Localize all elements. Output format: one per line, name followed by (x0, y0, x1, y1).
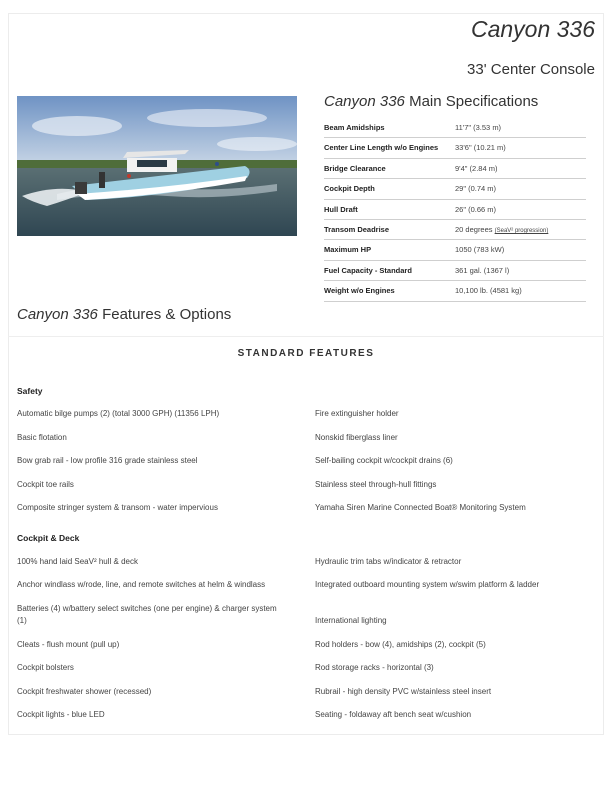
spec-label: Bridge Clearance (324, 163, 386, 173)
feature-item: Self-bailing cockpit w/cockpit drains (6) (315, 456, 453, 465)
feature-item: Cockpit freshwater shower (recessed) (17, 687, 152, 696)
spec-value: 29" (0.74 m) (455, 184, 497, 194)
spec-value: 361 gal. (1367 l) (455, 265, 510, 275)
spec-value: 9'4" (2.84 m) (455, 163, 498, 173)
feature-item: International lighting (315, 616, 387, 625)
feature-item: Hydraulic trim tabs w/indicator & retractor (315, 557, 462, 566)
feature-item: Stainless steel through-hull fittings (315, 480, 437, 489)
spec-row (324, 240, 586, 260)
features-heading-suffix: Features & Options (97, 306, 232, 323)
feature-item: Rubrail - high density PVC w/stainless steel insert (315, 687, 492, 696)
spec-row (324, 159, 586, 179)
section-title-cockpit-deck: Cockpit & Deck (17, 533, 80, 543)
specs-heading (324, 93, 538, 110)
feature-item: Anchor windlass w/rode, line, and remote switches at helm & windlass (17, 580, 266, 589)
spec-value-text: 20 degrees (455, 224, 495, 234)
spec-label: Weight w/o Engines (324, 286, 395, 296)
feature-item: Cleats - flush mount (pull up) (17, 640, 120, 649)
spec-value: 1050 (783 kW) (455, 245, 505, 255)
spec-label: Maximum HP (324, 245, 372, 255)
model-subtitle: 33' Center Console (467, 61, 595, 78)
feature-item: Seating - foldaway aft bench seat w/cushion (315, 710, 472, 719)
boat-photo (17, 96, 297, 236)
section-title-safety: Safety (17, 386, 43, 396)
model-title: Canyon 336 (470, 16, 595, 42)
spec-value: 10,100 lb. (4581 kg) (455, 286, 522, 296)
spec-label: Transom Deadrise (324, 224, 390, 234)
spec-value: 33'6" (10.21 m) (455, 143, 506, 153)
feature-item: Automatic bilge pumps (2) (total 3000 GPH) (11356 LPH) (17, 409, 220, 418)
spec-label: Fuel Capacity - Standard (324, 265, 412, 275)
spec-row (324, 138, 586, 158)
spec-row (324, 261, 586, 281)
feature-item: Yamaha Siren Marine Connected Boat® Monitoring System (315, 503, 526, 512)
standard-features-heading: STANDARD FEATURES (237, 348, 375, 359)
feature-item: Rod holders - bow (4), amidships (2), cockpit (5) (315, 640, 486, 649)
spec-label: Beam Amidships (324, 123, 385, 132)
feature-item: 100% hand laid SeaV² hull & deck (17, 557, 138, 566)
feature-item: Composite stringer system & transom - water impervious (17, 503, 218, 512)
features-heading (17, 306, 231, 323)
spec-value (455, 220, 548, 241)
feature-item: Cockpit toe rails (17, 480, 74, 489)
features-box (8, 336, 604, 735)
features-heading-model: Canyon 336 (17, 306, 98, 323)
spec-row (324, 179, 586, 199)
seav2-progression-link[interactable]: (SeaV² progression) (494, 227, 549, 234)
feature-item: Cockpit bolsters (17, 663, 74, 672)
spec-row (324, 118, 586, 138)
spec-row (324, 281, 586, 301)
specs-heading-model: Canyon 336 (324, 93, 405, 110)
feature-item: Fire extinguisher holder (315, 409, 399, 418)
feature-item: Basic flotation (17, 433, 67, 442)
feature-item: Bow grab rail - low profile 316 grade stainless steel (17, 456, 198, 465)
spec-label: Center Line Length w/o Engines (324, 143, 439, 153)
feature-item: Batteries (4) w/battery select switches (one per engine) & charger system (1) (17, 604, 277, 625)
spec-row (324, 220, 586, 240)
spec-value: 26" (0.66 m) (455, 204, 497, 214)
spec-value: 11'7" (3.53 m) (455, 123, 502, 132)
feature-item: Cockpit lights - blue LED (17, 710, 105, 719)
feature-item: Nonskid fiberglass liner (315, 433, 398, 442)
feature-item: Rod storage racks - horizontal (3) (315, 663, 434, 672)
spec-label: Hull Draft (324, 204, 358, 214)
spec-table (324, 118, 586, 302)
specs-heading-suffix: Main Specifications (404, 93, 539, 110)
spec-label: Cockpit Depth (324, 184, 375, 194)
spec-row (324, 200, 586, 220)
feature-item: Integrated outboard mounting system w/swim platform & ladder (315, 580, 540, 589)
